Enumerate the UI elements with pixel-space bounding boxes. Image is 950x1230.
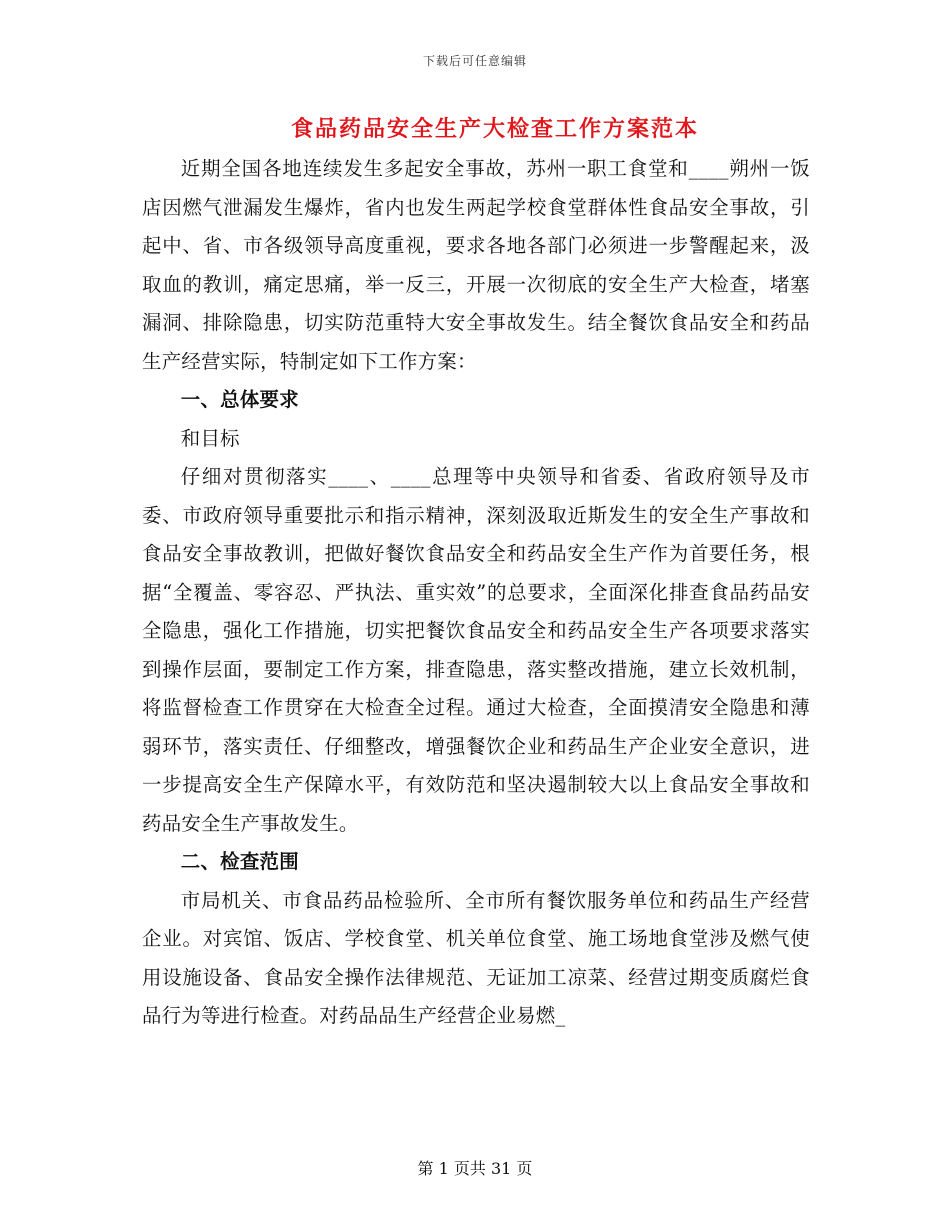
section-2-heading: 二、检查范围 xyxy=(180,850,299,873)
page-number: 第 1 页共 31 页 xyxy=(417,1159,533,1178)
section-1-heading: 一、总体要求 xyxy=(180,388,299,411)
header-note: 下载后可任意编辑 xyxy=(422,54,527,68)
document-body xyxy=(142,150,810,1036)
section-2-paragraph: 市局机关、市食品药品检验所、全市所有餐饮服务单位和药品生产经营企业。对宾馆、饭店、学校食堂、机关单位食堂、施工场地食堂涉及燃气使用设施设备、食品安全操作法律规范、无证加工凉菜、经营过期变质腐烂食品行为等进行检查。对药品品生产经营企业易燃_ xyxy=(142,888,810,1027)
section-1-subheading: 和目标 xyxy=(180,426,240,450)
intro-paragraph: 近期全国各地连续发生多起安全事故，苏州一职工食堂和____朔州一饭店因燃气泄漏发生爆炸，省内也发生两起学校食堂群体性食品安全事故，引起中、省、市各级领导高度重视，要求各地各部门必须进一步警醒起来，汲取血的教训，痛定思痛，举一反三，开展一次彻底的安全生产大检查，堵塞漏洞、排除隐患，切实防范重特大安全事故发生。结全餐饮食品安全和药品生产经营实际，特制定如下工作方案： xyxy=(142,157,810,373)
document-title: 食品药品安全生产大检查工作方案范本 xyxy=(290,117,699,142)
section-1-paragraph: 仔细对贯彻落实____、____总理等中央领导和省委、省政府领导及市委、市政府领导重要批示和指示精神，深刻汲取近斯发生的安全生产事故和食品安全事故教训，把做好餐饮食品安全和药品安全生产作为首要任务，根据“全覆盖、零容忍、严执法、重实效”的总要求，全面深化排查食品药品安全隐患，强化工作措施，切实把餐饮食品安全和药品安全生产各项要求落实到操作层面，要制定工作方案，排查隐患，落实整改措施，建立长效机制，将监督检查工作贯穿在大检查全过程。通过大检查，全面摸清安全隐患和薄弱环节，落实责任、仔细整改，增强餐饮企业和药品生产企业安全意识，进一步提高安全生产保障水平，有效防范和坚决遏制较大以上食品安全事故和药品安全生产事故发生。 xyxy=(142,465,810,835)
